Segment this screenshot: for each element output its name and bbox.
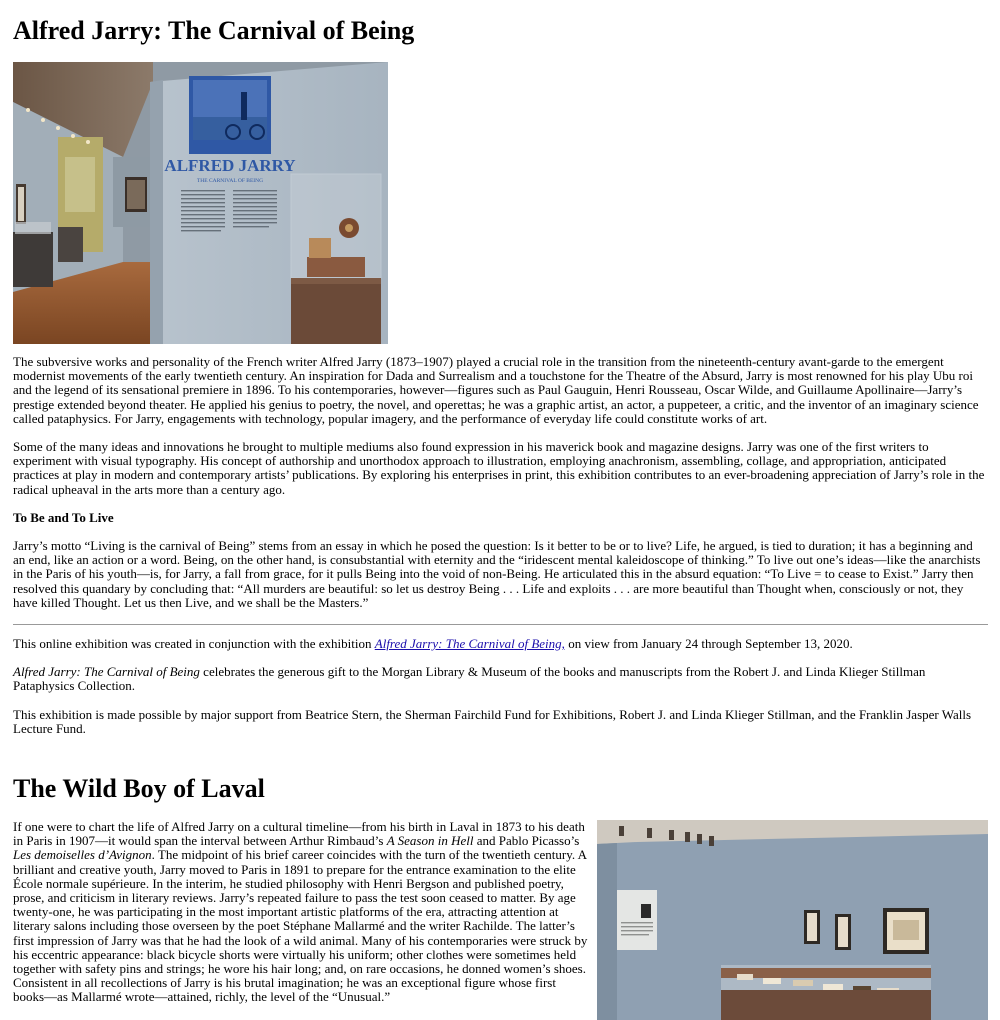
page-title: Alfred Jarry: The Carnival of Being [13, 16, 415, 45]
exhibition-credit: This online exhibition was created in conjunction with the exhibition Alfred Jarry: The Carnival of Being, on view from January 24 through September 13, 2020. [13, 636, 853, 652]
wall-subtitle-text: THE CARNIVAL OF BEING [196, 178, 264, 184]
intro-paragraph: Some of the many ideas and innovations he brought to multiple mediums also found expression in his maverick book and magazine designs. Jarry was one of the first writers to experiment with visual typography. His concept of authorship and unorthodox approach to illustration, employing anachronism, assembling, collage, and appropriation, anticipated practices at play in modern and contemporary artists’ publications. By exploring his enterprises in print, this exhibition contributes to an ever-broadening appreciation of Jarry’s role in the radical upheaval in the arts more than a century ago. [13, 439, 985, 497]
intro-paragraph: The subversive works and personality of the French writer Alfred Jarry (1873–1907) played a crucial role in the transition from the nineteenth-century avant-garde to the emergent modernist movements of the early twentieth century. An inspiration for Dada and Surrealism and a touchstone for the Theatre of the Absurd, Jarry is most renowned for his play Ubu roi and the legend of its sensational premiere in 1896. To his contemporaries, however—figures such as Paul Gauguin, Henri Rousseau, Oscar Wilde, and Guillaume Apollinaire—Jarry’s prestige extended beyond theater. He applied his genius to poetry, the novel, and operettas; he was a graphic artist, an actor, a puppeteer, a critic, and the inventor of an imaginary science called pataphysics. For Jarry, engagements with technology, popular imagery, and the performance of everyday life could constitute works of art. [13, 354, 979, 426]
exhibition-entrance-photo [13, 62, 388, 344]
section-title: The Wild Boy of Laval [13, 774, 265, 803]
wall-title-text: ALFRED JARRY [164, 156, 296, 175]
gallery-installation-photo [597, 820, 988, 1020]
intro-section [13, 355, 988, 750]
motto-paragraph: Jarry’s motto “Living is the carnival of Being” stems from an essay in which he posed the question: Is it better to be or to live? Life, he argued, is tied to duration; it has a beginning and an end, like an action or a word. Being, on the other hand, is consubstantial with eternity and the “iridescent mental kaleidoscope of thinking.” To live out one’s ideas—like the anarchists in the Paris of his youth—is, for Jarry, a fall from grace, for it pulls Being into the void of non-Being. He articulated this in the absurd equation: “To Live = to cease to Exist.” Jarry then resolved this quandary by concluding that: “All murders are beautiful: so let us destroy Being . . . Life and exploits . . . are more beautiful than Thought when, consciously or not, they have killed Thought. Let us then Live, and we shall be the Masters.” [13, 538, 981, 610]
section-subheading: To Be and To Live [13, 509, 114, 525]
exhibition-link[interactable]: Alfred Jarry: The Carnival of Being, [374, 636, 565, 652]
divider [13, 624, 988, 625]
gift-credit: Alfred Jarry: The Carnival of Being celebrates the generous gift to the Morgan Library & Museum of the books and manuscripts from the Robert J. and Linda Klieger Stillman Pataphysics Collection. [13, 664, 926, 694]
sponsor-credit: This exhibition is made possible by major support from Beatrice Stern, the Sherman Fairchild Fund for Exhibitions, Robert J. and Linda Klieger Stillman, and the Franklin Jasper Walls Lecture Fund. [13, 706, 972, 736]
wild-boy-paragraph: If one were to chart the life of Alfred Jarry on a cultural timeline—from his birth in Laval in 1873 to his death in Paris in 1907—it would span the interval between Arthur Rimbaud’s A Season in Hell and Pablo Picasso’s Les demoiselles d’Avignon. The midpoint of his brief career coincides with the turn of the twentieth century. A brilliant and creative youth, Jarry moved to Paris in 1891 to prepare for the entrance examination to the elite École normale supérieure. In the interim, he studied philosophy with Henri Bergson and published poetry, prose, and criticism in literary reviews. Jarry’s repeated failure to pass the test soon ceased to matter. By age twenty-one, he was participating in the most important artistic platforms of the era, attracting attention at literary salons including those overseen by the poet Stéphane Mallarmé and the writer Rachilde. The latter’s first impression of Jarry was that he had the look of a wild animal. Many of his contemporaries were struck by his eccentric appearance: black bicycle shorts were virtually his uniform; other clothes were sometimes held together with safety pins and strings; he wore his hair long; and, on rare occasions, he donned women’s shoes. Consistent in all recollections of Jarry is his brutal imagination; he was an exceptional figure whose first books—as Mallarmé wrote—attained, richly, the level of the “Unusual.” [13, 819, 588, 1005]
